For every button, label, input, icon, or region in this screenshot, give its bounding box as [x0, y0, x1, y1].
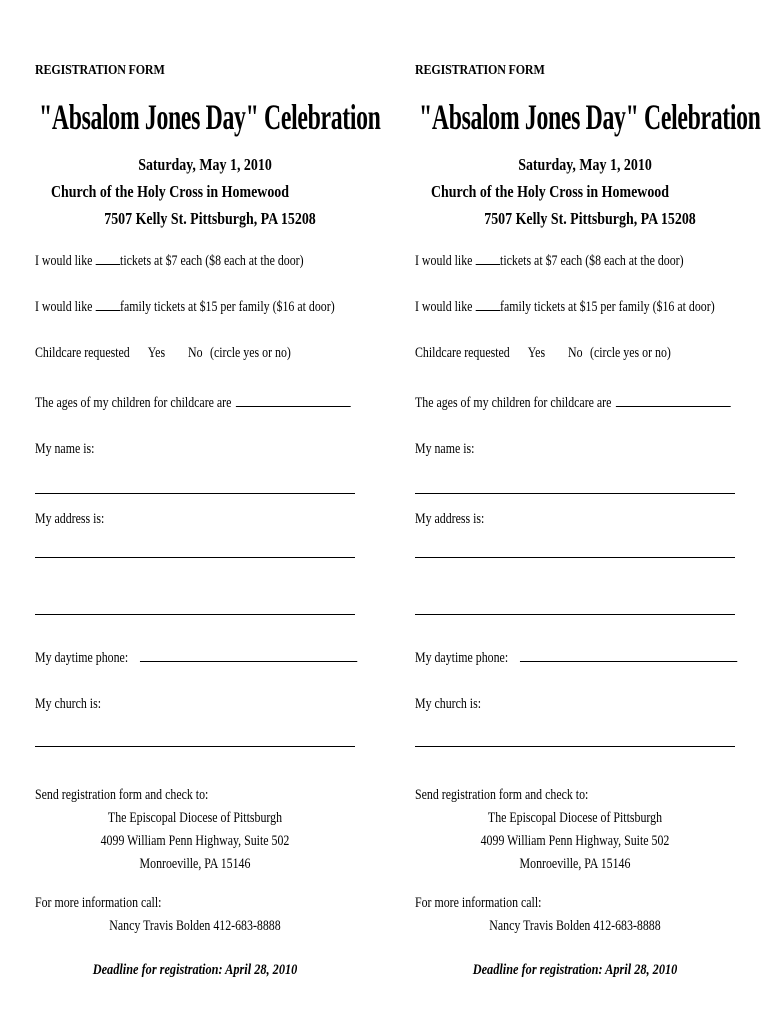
address-label: My address is: — [415, 511, 485, 527]
childcare-label: Childcare requested — [35, 345, 130, 361]
send-to-city: Monroeville, PA 15146 — [519, 856, 631, 872]
send-to-label: Send registration form and check to: — [415, 787, 589, 803]
send-to-organization: The Episcopal Diocese of Pittsburgh — [107, 810, 283, 826]
form-header-label: REGISTRATION FORM — [35, 63, 165, 78]
phone-line — [35, 650, 357, 667]
registration-form-left — [35, 0, 381, 1024]
event-venue: Church of the Holy Cross in Homewood — [50, 182, 290, 201]
children-ages-line — [415, 395, 730, 412]
childcare-hint: (circle yes or no) — [209, 345, 291, 361]
childcare-label: Childcare requested — [415, 345, 510, 361]
name-label: My name is: — [35, 441, 95, 457]
info-contact: Nancy Travis Bolden 412-683-8888 — [109, 918, 281, 934]
info-label: For more information call: — [415, 895, 542, 911]
address-field-line-1[interactable] — [415, 557, 735, 558]
children-ages-label: The ages of my children for childcare are — [35, 395, 232, 411]
phone-label: My daytime phone: — [415, 650, 509, 666]
tickets-line — [415, 253, 684, 270]
family-suffix: family tickets at $15 per family ($16 at door) — [120, 299, 335, 315]
event-date: Saturday, May 1, 2010 — [518, 155, 652, 174]
childcare-line — [415, 345, 671, 362]
childcare-yes-option[interactable]: Yes — [527, 345, 546, 361]
send-to-street: 4099 William Penn Highway, Suite 502 — [100, 833, 290, 849]
family-tickets-quantity-field[interactable] — [475, 299, 500, 311]
event-venue: Church of the Holy Cross in Homewood — [430, 182, 670, 201]
family-prefix: I would like — [415, 299, 476, 315]
childcare-hint: (circle yes or no) — [589, 345, 671, 361]
tickets-quantity-field[interactable] — [475, 253, 500, 265]
children-ages-field[interactable] — [236, 395, 351, 407]
info-label: For more information call: — [35, 895, 162, 911]
church-label: My church is: — [35, 696, 102, 712]
info-contact: Nancy Travis Bolden 412-683-8888 — [489, 918, 661, 934]
event-date: Saturday, May 1, 2010 — [138, 155, 272, 174]
event-address: 7507 Kelly St. Pittsburgh, PA 15208 — [104, 209, 316, 228]
name-field[interactable] — [415, 493, 735, 494]
send-to-city: Monroeville, PA 15146 — [139, 856, 251, 872]
children-ages-field[interactable] — [616, 395, 731, 407]
registration-form-right — [415, 0, 761, 1024]
family-tickets-line — [415, 299, 715, 316]
childcare-line — [35, 345, 291, 362]
phone-field[interactable] — [140, 650, 357, 662]
tickets-quantity-field[interactable] — [95, 253, 120, 265]
childcare-no-option[interactable]: No — [568, 345, 583, 361]
family-tickets-quantity-field[interactable] — [95, 299, 120, 311]
childcare-no-option[interactable]: No — [188, 345, 203, 361]
event-title: "Absalom Jones Day" Celebration — [419, 97, 761, 137]
childcare-yes-option[interactable]: Yes — [147, 345, 166, 361]
church-field[interactable] — [35, 746, 355, 747]
church-label: My church is: — [415, 696, 482, 712]
phone-label: My daytime phone: — [35, 650, 129, 666]
tickets-line — [35, 253, 304, 270]
family-prefix: I would like — [35, 299, 96, 315]
family-suffix: family tickets at $15 per family ($16 at door) — [500, 299, 715, 315]
family-tickets-line — [35, 299, 335, 316]
tickets-suffix: tickets at $7 each ($8 each at the door) — [120, 253, 304, 269]
tickets-suffix: tickets at $7 each ($8 each at the door) — [500, 253, 684, 269]
send-to-label: Send registration form and check to: — [35, 787, 209, 803]
address-field-line-2[interactable] — [35, 614, 355, 615]
send-to-street: 4099 William Penn Highway, Suite 502 — [480, 833, 670, 849]
tickets-prefix: I would like — [35, 253, 96, 269]
phone-field[interactable] — [520, 650, 737, 662]
form-header-label: REGISTRATION FORM — [415, 63, 545, 78]
deadline-notice: Deadline for registration: April 28, 2010 — [472, 962, 678, 978]
event-address: 7507 Kelly St. Pittsburgh, PA 15208 — [484, 209, 696, 228]
children-ages-line — [35, 395, 350, 412]
event-title: "Absalom Jones Day" Celebration — [39, 97, 381, 137]
address-field-line-2[interactable] — [415, 614, 735, 615]
address-field-line-1[interactable] — [35, 557, 355, 558]
tickets-prefix: I would like — [415, 253, 476, 269]
name-label: My name is: — [415, 441, 475, 457]
name-field[interactable] — [35, 493, 355, 494]
deadline-notice: Deadline for registration: April 28, 2010 — [92, 962, 298, 978]
church-field[interactable] — [415, 746, 735, 747]
send-to-organization: The Episcopal Diocese of Pittsburgh — [487, 810, 663, 826]
children-ages-label: The ages of my children for childcare are — [415, 395, 612, 411]
phone-line — [415, 650, 737, 667]
address-label: My address is: — [35, 511, 105, 527]
